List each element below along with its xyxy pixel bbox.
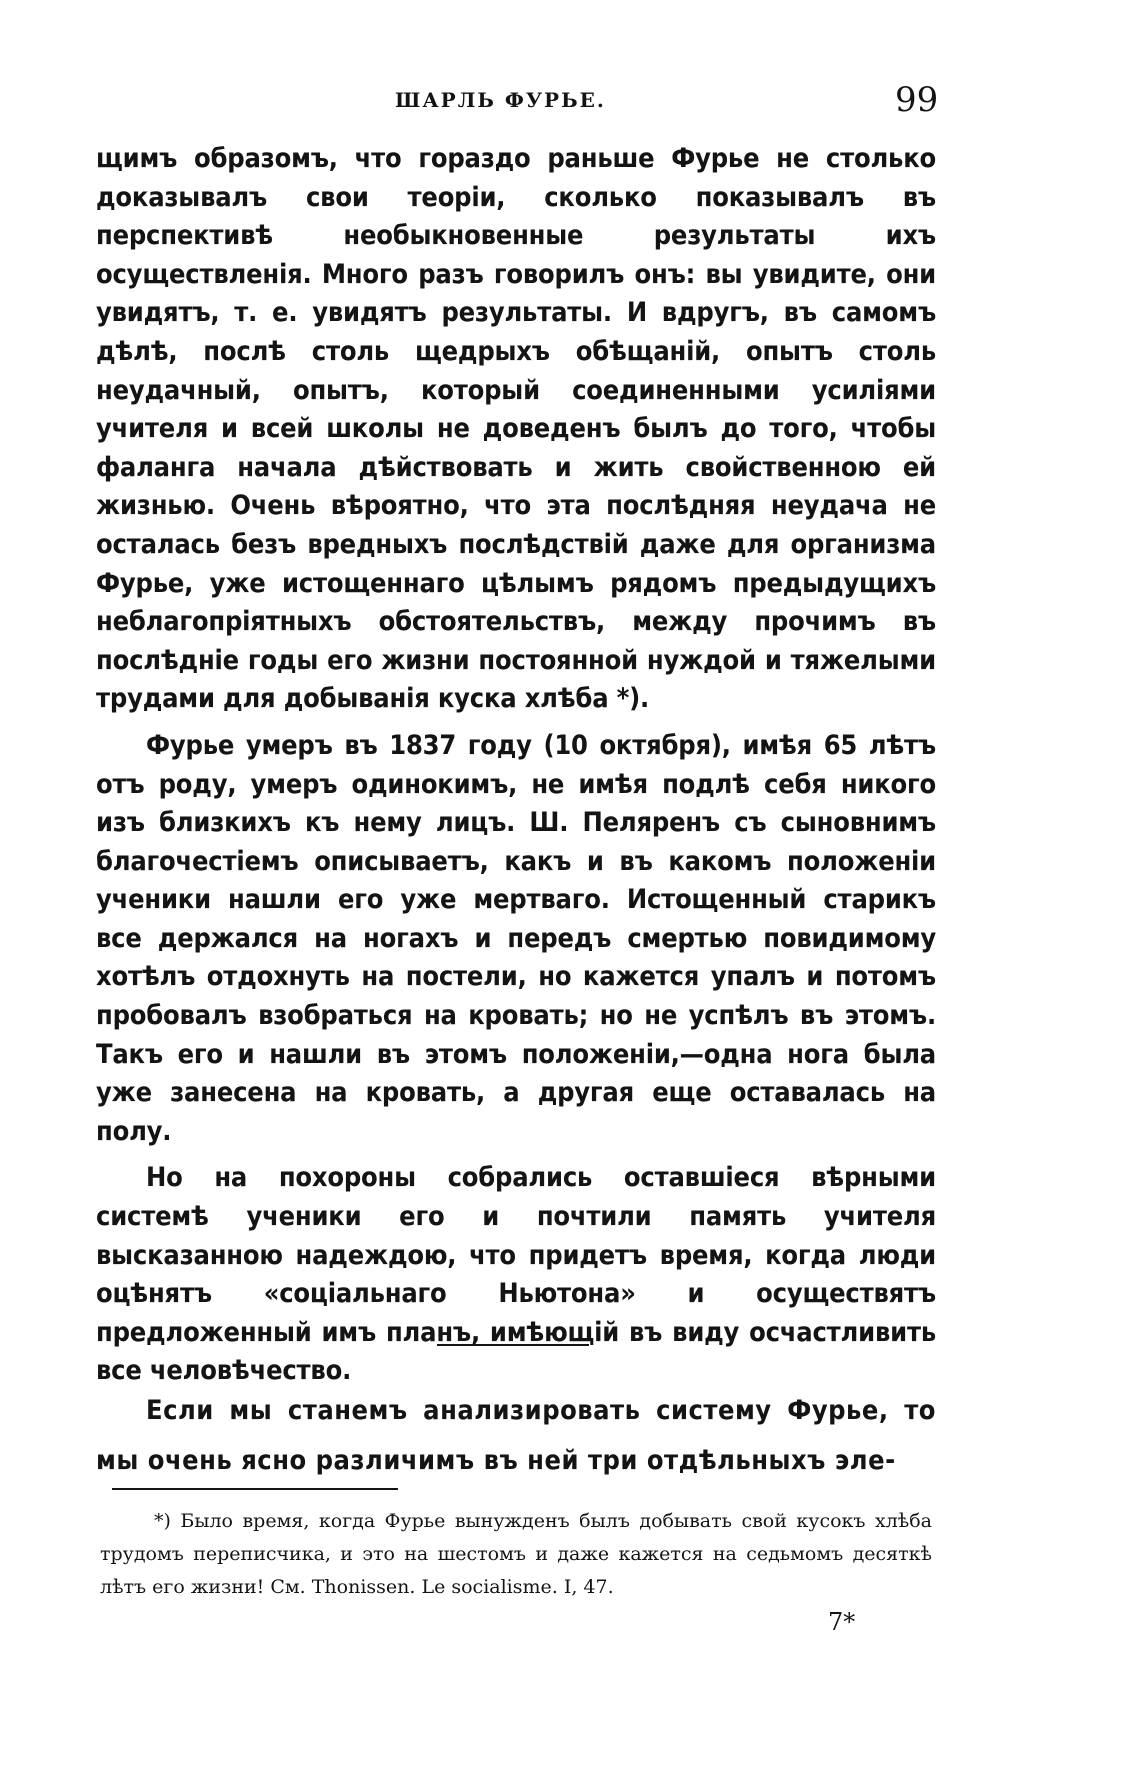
page-number: 99 — [895, 80, 939, 120]
paragraph-2: Фурье умеръ въ 1837 году (10 октября), имѣя 65 лѣтъ отъ роду, умеръ одинокимъ, не имѣя подлѣ себя никого изъ близкихъ къ нему лицъ. Ш. Пеляренъ съ сыновнимъ благочестіемъ описываетъ, какъ и въ какомъ положеніи ученики нашли его уже мертваго. Истощенный старикъ все держался на ногахъ и передъ смертью повидимому хотѣлъ отдохнуть на постели, но кажется упалъ и потомъ пробовалъ взобраться на кровать; но не успѣлъ въ этомъ. Такъ его и нашли въ этомъ положеніи,—одна нога была уже занесена на кровать, а другая еще оставалась на полу. — [96, 729, 936, 1147]
section-divider — [437, 1344, 589, 1346]
signature-mark: 7* — [828, 1608, 856, 1636]
running-title: ШАРЛЬ ФУРЬЕ. — [395, 88, 606, 112]
footnote: *) Было время, когда Фурье вынужденъ былъ добывать свой кусокъ хлѣба трудомъ переписчика, и это на шестомъ и даже кажется на седьмомъ десяткѣ лѣтъ его жизни! См. Thonissen. Le socialisme. I, 47. — [100, 1510, 932, 1598]
paragraph-3: Но на похороны собрались оставшіеся вѣрными системѣ ученики его и почтили память учителя высказанною надеждою, что придетъ время, когда люди оцѣнятъ «соціальнаго Ньютона» и осуществятъ предложенный имъ планъ, имѣющій въ виду осчастливить все человѣчество. — [96, 1162, 936, 1387]
main-text — [96, 140, 936, 1391]
new-section-paragraph: Если мы станемъ анализировать систему Фурье, то мы очень ясно различимъ въ ней три отдѣльныхъ эле- — [96, 1395, 936, 1476]
footnote-divider — [112, 1488, 398, 1490]
paragraph-1: щимъ образомъ, что гораздо раньше Фурье не столько доказывалъ свои теоріи, сколько показывалъ въ перспективѣ необыкновенные результаты ихъ осуществленія. Много разъ говорилъ онъ: вы увидите, они увидятъ, т. е. увидятъ результаты. И вдругъ, въ самомъ дѣлѣ, послѣ столь щедрыхъ обѣщаній, опытъ столь неудачный, опытъ, который соединенными усиліями учителя и всей школы не доведенъ былъ до того, чтобы фаланга начала дѣйствовать и жить свойственною ей жизнью. Очень вѣроятно, что эта послѣдняя неудача не осталась безъ вредныхъ послѣдствій даже для организма Фурье, уже истощеннаго цѣлымъ рядомъ предыдущихъ неблагопріятныхъ обстоятельствъ, между прочимъ въ послѣдніе годы его жизни постоянной нуждой и тяжелыми трудами для добыванія куска хлѣба *). — [96, 143, 936, 715]
